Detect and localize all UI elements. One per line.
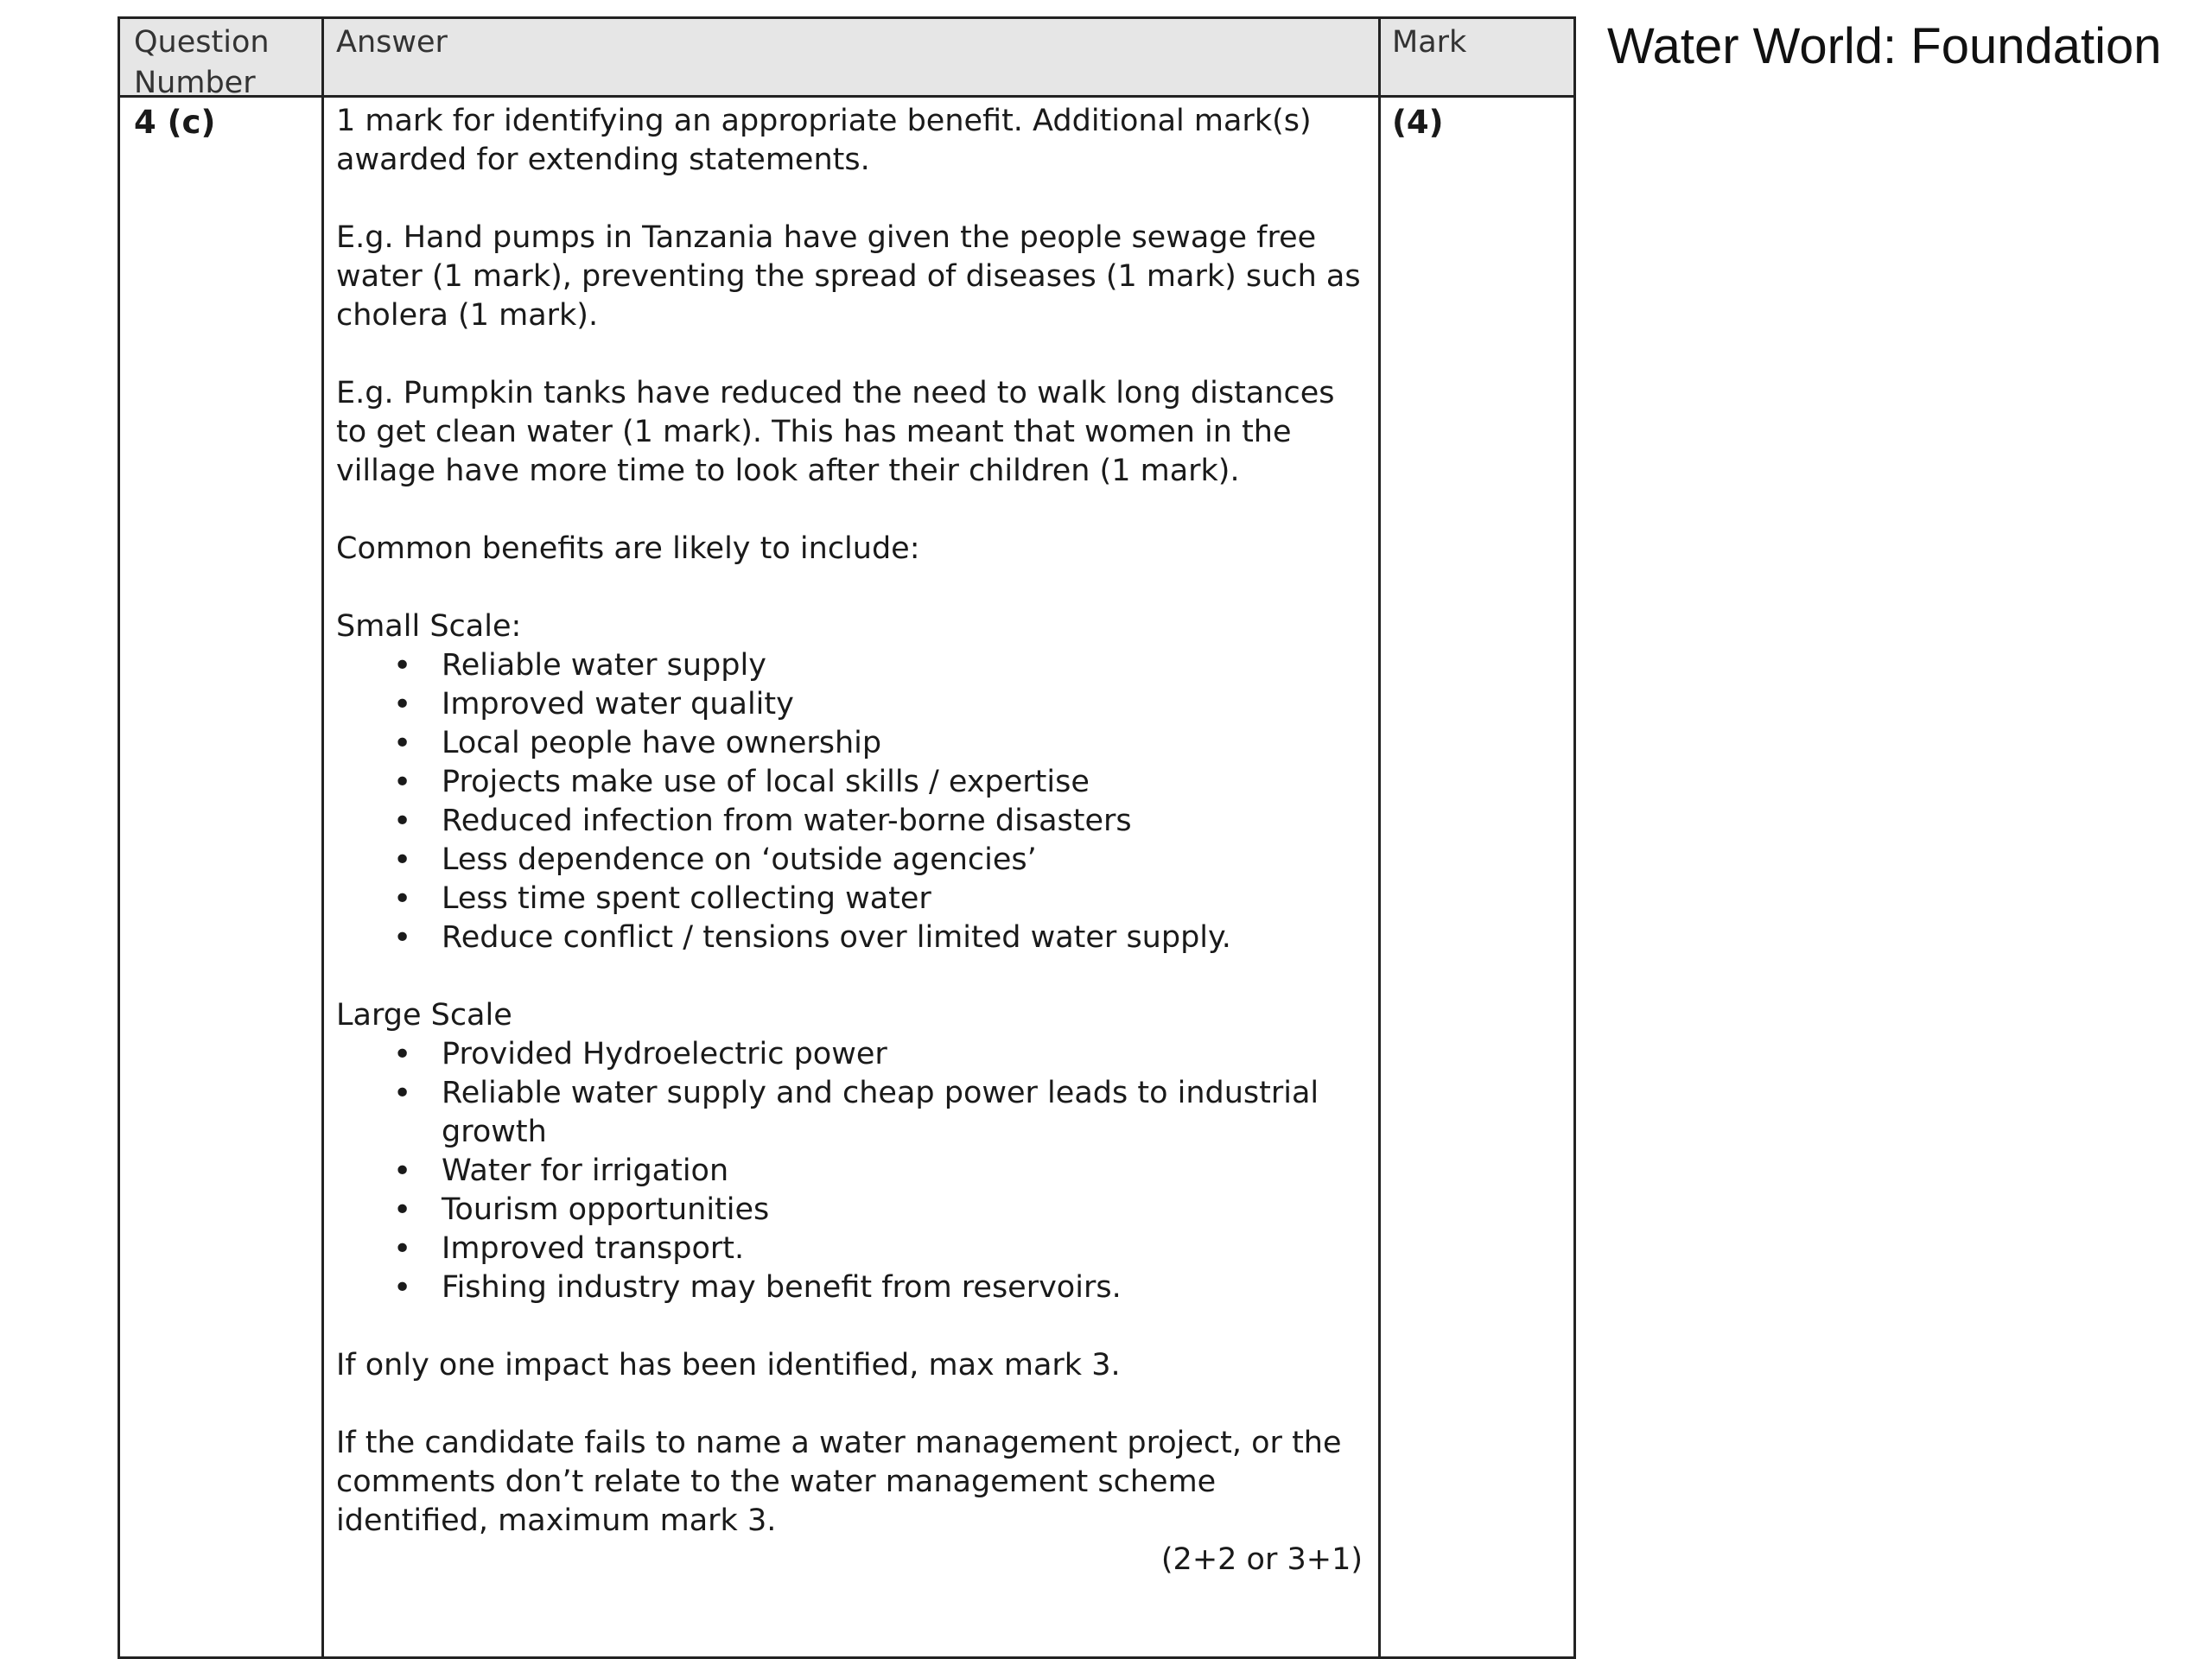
list-item: • Reliable water supply and cheap power leads to industrial growth bbox=[442, 1074, 1363, 1152]
header-question-number: Question Number bbox=[134, 25, 270, 100]
page-title: Water World: Foundation bbox=[1607, 18, 2162, 74]
common-benefits-intro: Common benefits are likely to include: bbox=[336, 531, 920, 566]
column-divider bbox=[321, 19, 324, 1656]
marking-intro: 1 mark for identifying an appropriate benefit. Additional mark(s) awarded for extending statements. bbox=[336, 104, 1312, 177]
list-item: • Projects make use of local skills / expertise bbox=[442, 763, 1363, 802]
list-item: • Local people have ownership bbox=[442, 724, 1363, 763]
small-scale-heading: Small Scale: bbox=[336, 609, 522, 644]
list-item: • Improved water quality bbox=[442, 685, 1363, 724]
table-header-row bbox=[120, 19, 1573, 98]
list-item: • Fishing industry may benefit from reservoirs. bbox=[442, 1268, 1363, 1307]
max-mark-note-one-impact: If only one impact has been identified, max mark 3. bbox=[336, 1348, 1121, 1382]
list-item: • Reliable water supply bbox=[442, 646, 1363, 685]
header-mark: Mark bbox=[1392, 25, 1467, 60]
list-item: • Water for irrigation bbox=[442, 1152, 1363, 1191]
mark-cell: (4) bbox=[1392, 104, 1444, 141]
column-divider bbox=[1378, 19, 1381, 1656]
example-pumpkin-tanks: E.g. Pumpkin tanks have reduced the need to walk long distances to get clean water (1 mark). This has meant that women in the village have more time to look after their children (1 mark). bbox=[336, 376, 1335, 488]
mark-scheme-table bbox=[118, 16, 1576, 1659]
example-hand-pumps: E.g. Hand pumps in Tanzania have given the people sewage free water (1 mark), preventing the spread of diseases (1 mark) such as cholera (1 mark). bbox=[336, 220, 1361, 333]
list-item: • Provided Hydroelectric power bbox=[442, 1035, 1363, 1074]
max-mark-note-no-project: If the candidate fails to name a water management project, or the comments don’t relate to the water management scheme identified, maximum mark 3. bbox=[336, 1426, 1342, 1538]
question-number-cell: 4 (c) bbox=[134, 104, 216, 141]
list-item: • Less time spent collecting water bbox=[442, 880, 1363, 918]
header-answer: Answer bbox=[336, 25, 448, 60]
small-scale-list bbox=[336, 646, 1363, 957]
list-item: • Tourism opportunities bbox=[442, 1191, 1363, 1230]
list-item: • Reduce conflict / tensions over limited water supply. bbox=[442, 918, 1363, 957]
list-item: • Reduced infection from water-borne disasters bbox=[442, 802, 1363, 841]
answer-cell bbox=[336, 102, 1363, 1580]
list-item: • Improved transport. bbox=[442, 1230, 1363, 1268]
large-scale-heading: Large Scale bbox=[336, 998, 512, 1033]
large-scale-list bbox=[336, 1035, 1363, 1307]
list-item: • Less dependence on ‘outside agencies’ bbox=[442, 841, 1363, 880]
mark-split: (2+2 or 3+1) bbox=[1160, 1542, 1363, 1577]
